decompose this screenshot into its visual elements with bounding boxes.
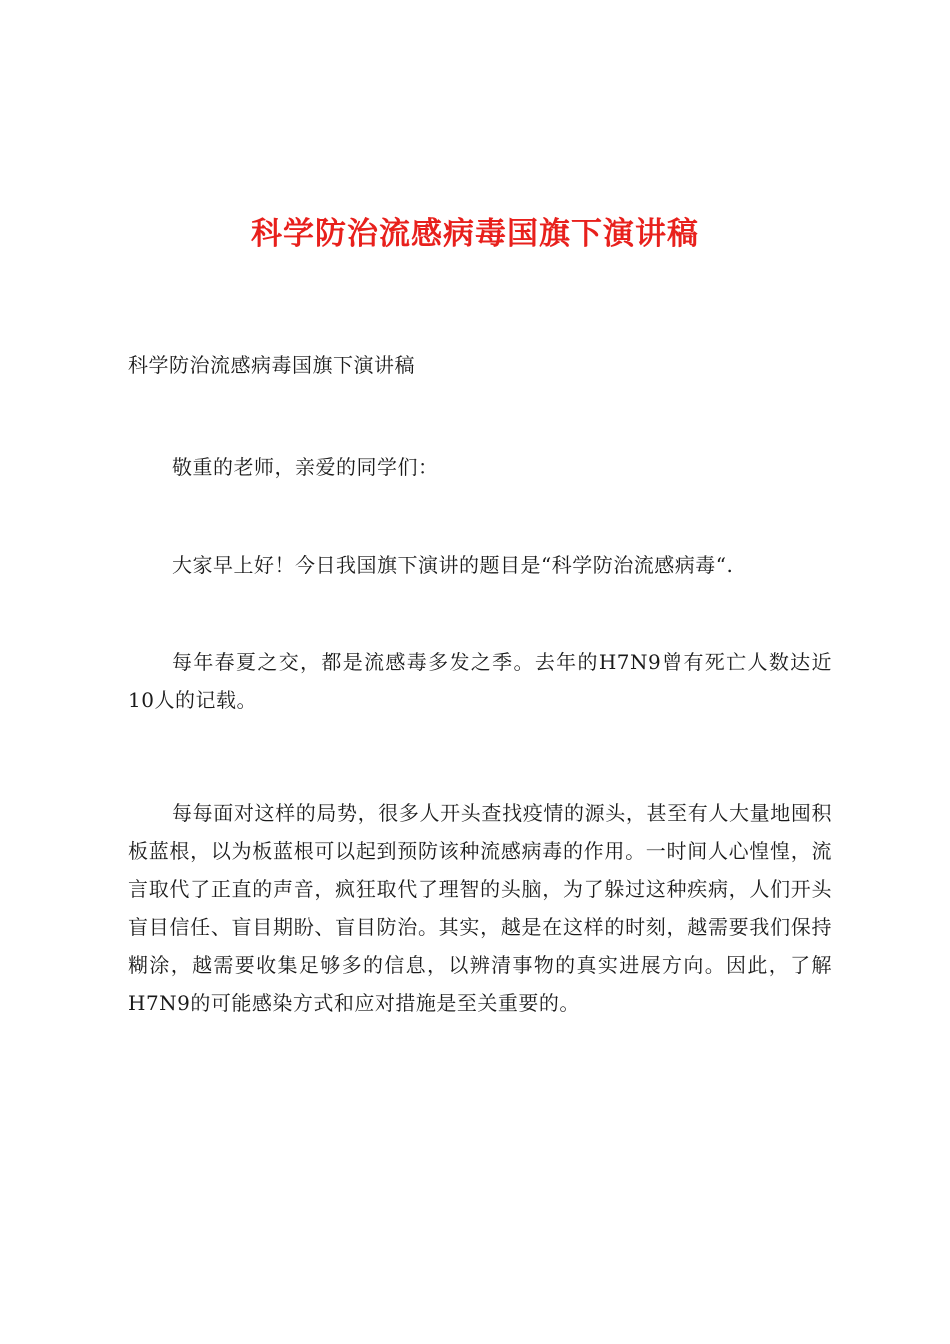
document-title: 科学防治流感病毒国旗下演讲稿 <box>251 216 699 252</box>
body-paragraph: 每每面对这样的局势，很多人开头查找疫情的源头，甚至有人大量地囤积板蓝根，以为板蓝根可以起到预防该种流感病毒的作用。一时间人心惶惶，流言取代了正直的声音，疯狂取代了理智的头脑，为了躲过这种疾病，人们开头盲目信任、盲目期盼、盲目防治。其实，越是在这样的时刻，越需要我们保持糊涂，越需要收集足够多的信息，以辨清事物的真实进展方向。因此，了解H7N9的可能感染方式和应对措施是至关重要的。 <box>128 801 832 1015</box>
intro-paragraph: 大家早上好！今日我国旗下演讲的题目是“科学防治流感病毒“. <box>172 553 734 577</box>
subtitle-paragraph: 科学防治流感病毒国旗下演讲稿 <box>128 353 415 377</box>
greeting-paragraph: 敬重的老师，亲爱的同学们： <box>172 455 439 479</box>
body-paragraph: 每年春夏之交，都是流感毒多发之季。去年的H7N9曾有死亡人数达近10人的记载。 <box>128 650 832 712</box>
